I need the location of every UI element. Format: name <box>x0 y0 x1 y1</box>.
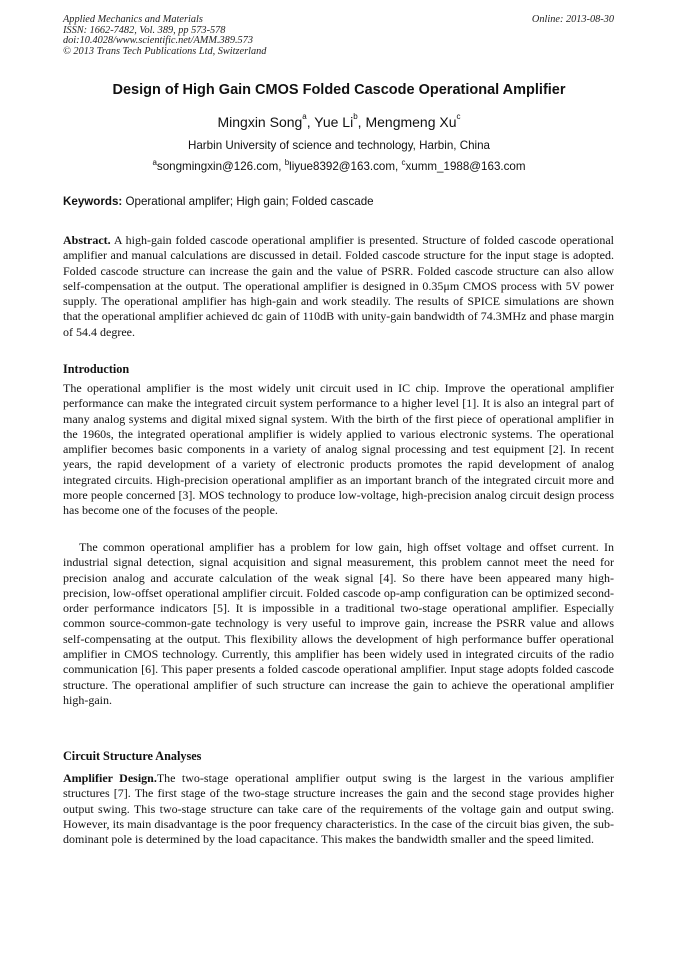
email-mark: b <box>284 158 290 167</box>
author-affil-mark: c <box>456 112 461 121</box>
author-separator: , <box>357 114 366 130</box>
author-name: Mengmeng Xu <box>365 114 457 130</box>
email-address[interactable]: xumm_1988@163.com <box>405 160 526 173</box>
section-heading-circuit: Circuit Structure Analyses <box>63 749 202 763</box>
journal-header <box>63 15 266 57</box>
journal-doi[interactable]: doi:10.4028/www.scientific.net/AMM.389.573 <box>63 35 253 46</box>
keywords-label: Keywords: <box>63 195 123 208</box>
email-mark: c <box>401 158 406 167</box>
author-affil-mark: a <box>302 112 307 121</box>
journal-name: Applied Mechanics and Materials <box>63 14 203 25</box>
keywords <box>63 195 615 208</box>
author-affil-mark: b <box>353 112 358 121</box>
affiliation: Harbin University of science and technology, Harbin, China <box>187 139 491 152</box>
author-name: Mingxin Song <box>217 114 303 130</box>
paragraph-text: The two-stage operational amplifier output swing is the largest in the various amplifier structures [7]. The first stage of the two-stage structure increases the gain and the second stage provides higher output swing. This two-stage structure can take care of the requirements of the voltage gain and output swing. However, its main disadvantage is the poor frequency characteristics. In the case of the circuit bias given, the sub-dominant pole is determined by the load capacitance. This makes the bandwidth smaller and the speed limited. <box>63 771 614 847</box>
abstract-label: Abstract. <box>63 233 111 247</box>
paragraph: The operational amplifier is the most widely unit circuit used in IC chip. Improve the operational amplifier performance can make the integrated circuit system performance to a higher level [1]. It is also an integral part of many analog systems and digital mixed signal system. With the birth of the first piece of operational amplifier in the 1960s, the integrated operational amplifier is widely applied to various electronic systems. The operational amplifier becomes basic components in a variety of analog signal processing and test equipment [2]. In recent years, the rapid development of a variety of electronic products promotes the rapid development of analog integrated circuits. High-precision operational amplifier as an important branch of the integrated circuit more and more people concerned [3]. MOS technology to produce low-voltage, high-precision analog circuit design process has become one of the focuses of the people. <box>63 381 614 518</box>
author-separator: , <box>306 114 315 130</box>
email-mark: a <box>152 158 157 167</box>
journal-copyright: © 2013 Trans Tech Publications Ltd, Switzerland <box>63 45 267 57</box>
email-address[interactable]: liyue8392@163.com, <box>289 160 402 173</box>
abstract-text: A high-gain folded cascode operational amplifier is presented. Structure of folded cascode operational amplifier and manual calculations are discussed in detail. Folded cascode structure for the input stage is adopted. Folded cascode structure can increase the gain and the value of PSRR. Folded cascode structure can also allow self-compensation at the output. The operational amplifier is designed in 0.35μm CMOS process with 5V power supply. The operational amplifier has high-gain and work steadily. The results of SPICE simulations are shown that the operational amplifier achieved dc gain of 110dB with unity-gain bandwidth of 74.3MHz and phase margin of 54.4 degree. <box>63 233 614 339</box>
section-heading-introduction: Introduction <box>63 362 130 376</box>
email-list <box>0 160 678 173</box>
keywords-text: Operational amplifer; High gain; Folded cascade <box>122 195 374 208</box>
abstract <box>63 233 614 340</box>
email-address[interactable]: songmingxin@126.com, <box>156 160 285 173</box>
journal-issn: ISSN: 1662-7482, Vol. 389, pp 573-578 <box>63 24 226 36</box>
author-name: Yue Li <box>314 114 354 130</box>
paper-title: Design of High Gain CMOS Folded Cascode Operational Amplifier <box>112 82 566 98</box>
subsection-lead: Amplifier Design. <box>63 771 157 785</box>
paragraph: The common operational amplifier has a problem for low gain, high offset voltage and offset current. In industrial signal detection, signal acquisition and signal measurement, this problem cannot meet the need for precision analog and accurate calculation of the weak signal [4]. So there have been appeared many high-precision, low-offset operational amplifier circuit. Folded cascode op-amp configuration can be optimized second-order performance indicators [5]. It is impossible in a traditional two-stage operational amplifier. Especially common source-common-gate technology is very useful to improve gain, increase the PSRR value and allows self-compensating at the output. This flexibility allows the development of high performance buffer operational amplifier in CMOS technology. Currently, this amplifier has been widely used in integrated circuits of the radio communication [6]. This paper presents a folded cascode operational amplifier. Input stage adopts folded cascode structure. The operational amplifier of such structure can increase the gain to achieve the operational amplifier high-gain. <box>63 540 614 707</box>
paragraph <box>63 771 614 847</box>
author-list <box>0 114 678 130</box>
online-date: Online: 2013-08-30 <box>531 14 614 25</box>
